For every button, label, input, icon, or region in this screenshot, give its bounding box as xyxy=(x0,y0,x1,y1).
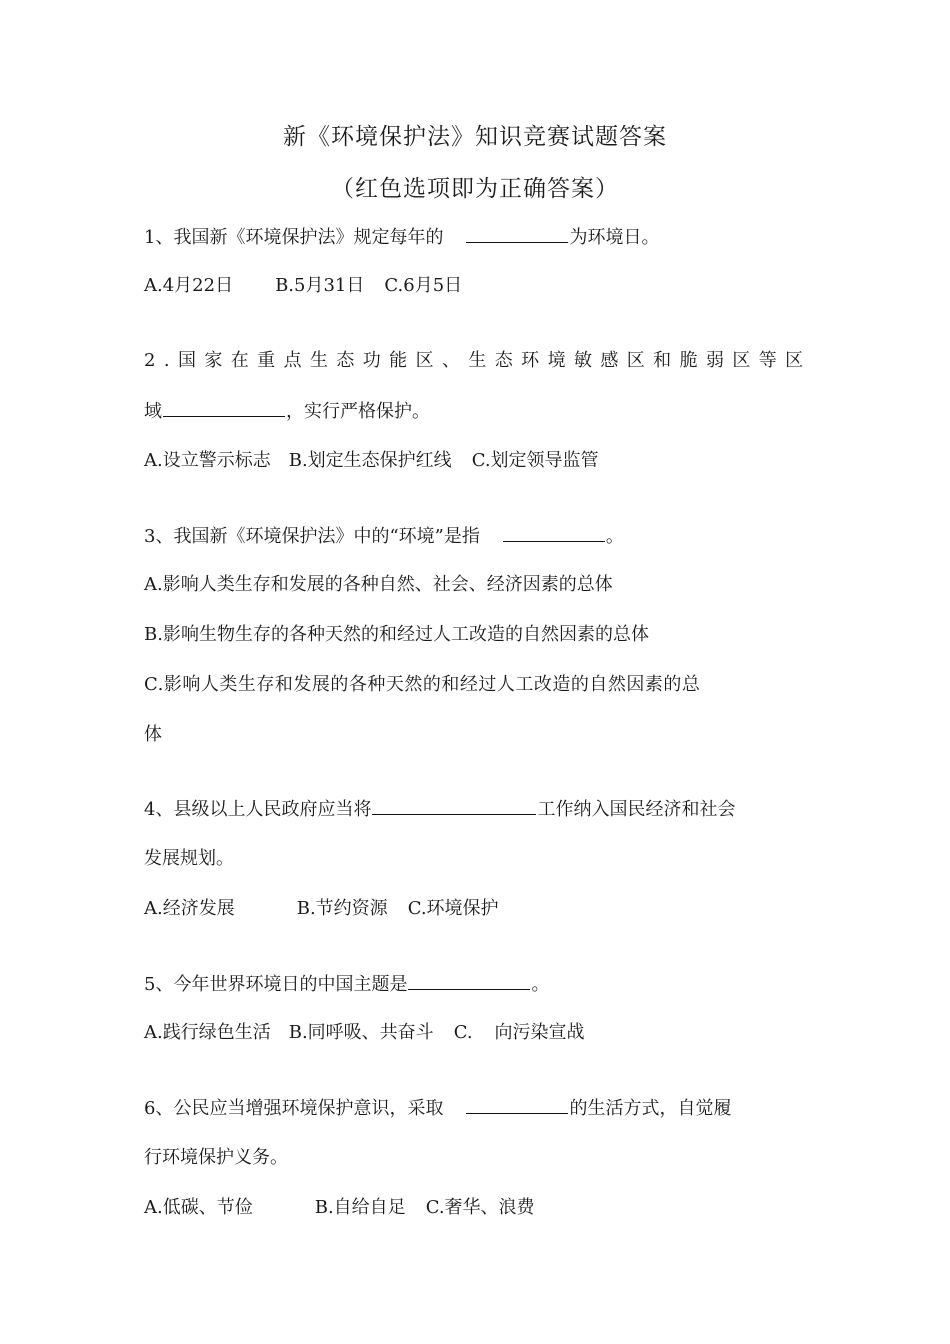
question-1-options xyxy=(144,273,808,299)
answer-blank xyxy=(466,224,568,243)
question-3-option-c-cont: 体 xyxy=(144,724,162,745)
question-4-stem-line2: 发展规划。 xyxy=(144,848,234,869)
option-a: A.低碳、节俭 xyxy=(144,1197,253,1218)
option-c: C.划定领导监管 xyxy=(471,450,599,471)
question-3-stem-before: 3、我国新《环境保护法》中的“环境”是指 xyxy=(144,526,480,547)
question-6-stem-before: 6、公民应当增强环境保护意识，采取 xyxy=(144,1098,444,1119)
answer-blank xyxy=(466,1095,568,1114)
option-a: A.4月22日 xyxy=(144,275,234,296)
option-a: A.设立警示标志 xyxy=(144,450,271,471)
question-2-stem-before: 域 xyxy=(144,401,162,422)
question-2-stem-line1: 2.国家在重点生态功能区、生态环境敏感区和脆弱区等区 xyxy=(144,350,812,371)
option-b: B.划定生态保护红线 xyxy=(288,450,452,471)
question-6-options xyxy=(144,1195,808,1221)
question-6-stem xyxy=(144,1095,808,1122)
option-c: C.6月5日 xyxy=(384,275,463,296)
question-4-stem-after: 工作纳入国民经济和社会 xyxy=(537,799,736,820)
question-4-options xyxy=(144,896,808,922)
question-5-options xyxy=(144,1020,808,1046)
answer-blank xyxy=(503,523,605,542)
question-5-stem-after: 。 xyxy=(531,974,550,995)
answer-blank xyxy=(372,796,536,815)
option-b: B.5月31日 xyxy=(275,275,365,296)
answer-blank xyxy=(408,971,530,990)
question-2-stem-line2 xyxy=(144,398,808,425)
option-a: A.践行绿色生活 xyxy=(144,1022,271,1043)
question-1-stem-after: 为环境日。 xyxy=(569,227,660,248)
document-subtitle: （红色选项即为正确答案） xyxy=(331,176,619,202)
question-4-stem-before: 4、县级以上人民政府应当将 xyxy=(144,799,372,820)
question-3-stem-after: 。 xyxy=(605,526,624,547)
question-1-stem-before: 1、我国新《环境保护法》规定每年的 xyxy=(144,227,444,248)
question-3-option-c: C.影响人类生存和发展的各种天然的和经过人工改造的自然因素的总 xyxy=(144,674,701,695)
question-5-stem-before: 5、今年世界环境日的中国主题是 xyxy=(144,974,408,995)
option-c-text: 向污染宣战 xyxy=(494,1022,585,1043)
option-c: C.环境保护 xyxy=(407,898,499,919)
question-3-option-b: B.影响生物生存的各种天然的和经过人工改造的自然因素的总体 xyxy=(144,624,649,645)
question-6-stem-after: 的生活方式，自觉履 xyxy=(569,1098,732,1119)
question-2-options xyxy=(144,448,808,474)
question-2-stem-after: ，实行严格保护。 xyxy=(286,401,430,422)
option-b: B.自给自足 xyxy=(314,1197,406,1218)
document-title: 新《环境保护法》知识竞赛试题答案 xyxy=(283,124,667,150)
question-6-stem-line2: 行环境保护义务。 xyxy=(144,1147,288,1168)
question-1-stem xyxy=(144,224,808,251)
option-b: B.同呼吸、共奋斗 xyxy=(288,1022,434,1043)
option-a: A.经济发展 xyxy=(144,898,235,919)
option-c: C.奢华、浪费 xyxy=(425,1197,535,1218)
question-5-stem xyxy=(144,971,808,998)
option-b: B.节约资源 xyxy=(296,898,388,919)
question-4-stem xyxy=(144,796,808,823)
question-3-option-a: A.影响人类生存和发展的各种自然、社会、经济因素的总体 xyxy=(144,574,613,595)
question-3-stem xyxy=(144,523,808,550)
option-c: C. xyxy=(453,1022,473,1043)
answer-blank xyxy=(163,398,285,417)
